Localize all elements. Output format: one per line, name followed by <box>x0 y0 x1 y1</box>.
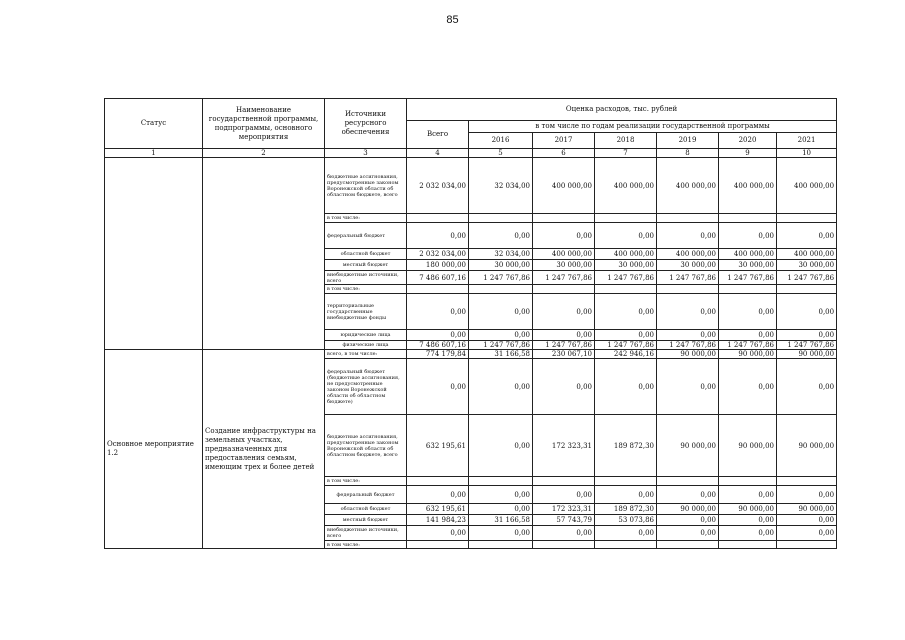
header-year: 2020 <box>719 133 777 149</box>
source-cell: всего, в том числе: <box>325 350 407 359</box>
page-number: 85 <box>446 14 459 26</box>
amount-cell: 32 034,00 <box>469 158 533 214</box>
amount-cell: 53 073,86 <box>595 515 657 526</box>
amount-cell: 2 032 034,00 <box>407 158 469 214</box>
amount-cell: 0,00 <box>777 330 837 341</box>
col-number: 5 <box>469 149 533 158</box>
header-year: 2017 <box>533 133 595 149</box>
amount-cell: 1 247 767,86 <box>777 341 837 350</box>
amount-cell: 30 000,00 <box>777 260 837 271</box>
amount-cell: 230 067,10 <box>533 350 595 359</box>
budget-table <box>104 98 837 549</box>
amount-cell: 0,00 <box>777 486 837 504</box>
amount-cell: 0,00 <box>469 223 533 249</box>
amount-cell: 0,00 <box>407 330 469 341</box>
amount-cell: 7 486 607,16 <box>407 271 469 285</box>
amount-cell: 0,00 <box>777 359 837 415</box>
amount-cell: 1 247 767,86 <box>777 271 837 285</box>
amount-cell <box>469 285 533 294</box>
amount-cell: 0,00 <box>407 223 469 249</box>
amount-cell: 30 000,00 <box>595 260 657 271</box>
col-number: 9 <box>719 149 777 158</box>
amount-cell: 1 247 767,86 <box>533 341 595 350</box>
amount-cell: 90 000,00 <box>657 415 719 477</box>
amount-cell <box>595 541 657 549</box>
source-cell: областной бюджет <box>325 249 407 260</box>
source-cell: территориальные государственные внебюджетные фонды <box>325 294 407 330</box>
amount-cell: 0,00 <box>533 330 595 341</box>
amount-cell: 1 247 767,86 <box>469 271 533 285</box>
amount-cell: 0,00 <box>595 330 657 341</box>
amount-cell: 0,00 <box>595 486 657 504</box>
amount-cell <box>469 214 533 223</box>
amount-cell: 141 984,23 <box>407 515 469 526</box>
amount-cell: 2 032 034,00 <box>407 249 469 260</box>
measure-name: Создание инфраструктуры на земельных участках, предназначенных для предоставления семьям, имеющим трех и более детей <box>203 350 325 549</box>
amount-cell: 30 000,00 <box>719 260 777 271</box>
col-number: 8 <box>657 149 719 158</box>
amount-cell: 0,00 <box>407 294 469 330</box>
amount-cell: 0,00 <box>595 359 657 415</box>
status-cell <box>105 158 203 350</box>
source-cell: физические лица <box>325 341 407 350</box>
amount-cell: 0,00 <box>407 359 469 415</box>
amount-cell: 90 000,00 <box>777 415 837 477</box>
amount-cell: 632 195,61 <box>407 415 469 477</box>
header-total: Всего <box>407 121 469 149</box>
header-year: 2021 <box>777 133 837 149</box>
amount-cell: 0,00 <box>595 526 657 541</box>
header-year: 2019 <box>657 133 719 149</box>
amount-cell: 189 872,30 <box>595 504 657 515</box>
amount-cell <box>719 285 777 294</box>
source-cell: областной бюджет <box>325 504 407 515</box>
header-name: Наименование государственной программы, подпрограммы, основного мероприятия <box>203 99 325 149</box>
source-cell: юридические лица <box>325 330 407 341</box>
col-number: 3 <box>325 149 407 158</box>
amount-cell: 0,00 <box>469 330 533 341</box>
amount-cell: 172 323,31 <box>533 415 595 477</box>
amount-cell: 0,00 <box>469 504 533 515</box>
source-cell: внебюджетные источники, всего <box>325 526 407 541</box>
amount-cell <box>407 541 469 549</box>
amount-cell: 0,00 <box>533 294 595 330</box>
amount-cell <box>777 214 837 223</box>
amount-cell: 1 247 767,86 <box>657 341 719 350</box>
col-number: 4 <box>407 149 469 158</box>
amount-cell: 0,00 <box>469 486 533 504</box>
source-cell: местный бюджет <box>325 260 407 271</box>
col-number: 1 <box>105 149 203 158</box>
amount-cell <box>719 214 777 223</box>
amount-cell: 0,00 <box>657 330 719 341</box>
header-estimate: Оценка расходов, тыс. рублей <box>407 99 837 121</box>
header-sources: Источники ресурсного обеспечения <box>325 99 407 149</box>
amount-cell <box>595 477 657 486</box>
amount-cell: 0,00 <box>719 515 777 526</box>
amount-cell: 0,00 <box>719 330 777 341</box>
amount-cell <box>407 285 469 294</box>
amount-cell: 7 486 607,16 <box>407 341 469 350</box>
source-cell: федеральный бюджет <box>325 223 407 249</box>
amount-cell <box>657 541 719 549</box>
amount-cell <box>533 285 595 294</box>
amount-cell: 0,00 <box>407 486 469 504</box>
amount-cell: 0,00 <box>657 486 719 504</box>
amount-cell: 0,00 <box>469 294 533 330</box>
amount-cell: 30 000,00 <box>469 260 533 271</box>
amount-cell: 90 000,00 <box>719 504 777 515</box>
amount-cell: 172 323,31 <box>533 504 595 515</box>
amount-cell: 0,00 <box>595 294 657 330</box>
amount-cell: 32 034,00 <box>469 249 533 260</box>
amount-cell: 1 247 767,86 <box>533 271 595 285</box>
amount-cell: 400 000,00 <box>657 249 719 260</box>
amount-cell: 0,00 <box>719 294 777 330</box>
source-cell: в том числе: <box>325 214 407 223</box>
amount-cell: 0,00 <box>533 359 595 415</box>
amount-cell <box>469 477 533 486</box>
amount-cell <box>533 541 595 549</box>
amount-cell: 0,00 <box>657 294 719 330</box>
amount-cell: 774 179,84 <box>407 350 469 359</box>
amount-cell <box>469 541 533 549</box>
amount-cell: 90 000,00 <box>777 504 837 515</box>
amount-cell <box>777 541 837 549</box>
amount-cell: 400 000,00 <box>533 249 595 260</box>
header-status: Статус <box>105 99 203 149</box>
source-cell: бюджетные ассигнования, предусмотренные законом Воронежской области об областном бюджете, всего <box>325 415 407 477</box>
amount-cell <box>657 214 719 223</box>
header-year: 2018 <box>595 133 657 149</box>
source-cell: в том числе: <box>325 477 407 486</box>
amount-cell: 400 000,00 <box>595 158 657 214</box>
amount-cell: 90 000,00 <box>657 504 719 515</box>
amount-cell <box>657 285 719 294</box>
amount-cell <box>777 285 837 294</box>
table-row <box>105 350 837 359</box>
amount-cell: 0,00 <box>657 223 719 249</box>
amount-cell: 0,00 <box>533 223 595 249</box>
amount-cell: 0,00 <box>777 294 837 330</box>
amount-cell: 400 000,00 <box>777 249 837 260</box>
amount-cell: 1 247 767,86 <box>595 271 657 285</box>
amount-cell: 0,00 <box>777 526 837 541</box>
amount-cell: 0,00 <box>533 526 595 541</box>
amount-cell: 0,00 <box>469 359 533 415</box>
amount-cell: 1 247 767,86 <box>469 341 533 350</box>
col-number: 10 <box>777 149 837 158</box>
amount-cell <box>407 477 469 486</box>
amount-cell: 30 000,00 <box>657 260 719 271</box>
amount-cell: 0,00 <box>407 526 469 541</box>
amount-cell: 0,00 <box>595 223 657 249</box>
amount-cell: 400 000,00 <box>777 158 837 214</box>
amount-cell: 1 247 767,86 <box>595 341 657 350</box>
name-cell <box>203 158 325 350</box>
amount-cell: 0,00 <box>657 526 719 541</box>
amount-cell: 0,00 <box>469 526 533 541</box>
amount-cell: 90 000,00 <box>657 350 719 359</box>
amount-cell: 400 000,00 <box>657 158 719 214</box>
amount-cell: 90 000,00 <box>777 350 837 359</box>
amount-cell: 0,00 <box>657 515 719 526</box>
amount-cell <box>777 477 837 486</box>
amount-cell <box>533 214 595 223</box>
amount-cell: 189 872,30 <box>595 415 657 477</box>
amount-cell: 0,00 <box>657 359 719 415</box>
source-cell: в том числе: <box>325 285 407 294</box>
amount-cell: 0,00 <box>469 415 533 477</box>
source-cell: федеральный бюджет (бюджетные ассигнования, не предусмотренные законом Воронежской области об областном бюджете) <box>325 359 407 415</box>
amount-cell: 1 247 767,86 <box>719 271 777 285</box>
amount-cell: 0,00 <box>533 486 595 504</box>
source-cell: бюджетные ассигнования, предусмотренные законом Воронежской области об областном бюджете, всего <box>325 158 407 214</box>
amount-cell: 0,00 <box>777 515 837 526</box>
amount-cell <box>657 477 719 486</box>
measure-status: Основное мероприятие 1.2 <box>105 350 203 549</box>
amount-cell: 400 000,00 <box>595 249 657 260</box>
amount-cell: 30 000,00 <box>533 260 595 271</box>
source-cell: внебюджетные источники, всего <box>325 271 407 285</box>
amount-cell: 1 247 767,86 <box>657 271 719 285</box>
amount-cell: 57 743,79 <box>533 515 595 526</box>
col-number: 2 <box>203 149 325 158</box>
amount-cell <box>533 477 595 486</box>
header-year: 2016 <box>469 133 533 149</box>
amount-cell <box>719 541 777 549</box>
amount-cell <box>407 214 469 223</box>
amount-cell: 180 000,00 <box>407 260 469 271</box>
header-by-years: в том числе по годам реализации государственной программы <box>469 121 837 133</box>
amount-cell: 0,00 <box>777 223 837 249</box>
amount-cell: 31 166,58 <box>469 515 533 526</box>
source-cell: местный бюджет <box>325 515 407 526</box>
source-cell: федеральный бюджет <box>325 486 407 504</box>
col-number: 7 <box>595 149 657 158</box>
amount-cell: 1 247 767,86 <box>719 341 777 350</box>
amount-cell <box>719 477 777 486</box>
table-row <box>105 158 837 214</box>
source-cell: в том числе: <box>325 541 407 549</box>
amount-cell: 400 000,00 <box>719 249 777 260</box>
amount-cell: 0,00 <box>719 359 777 415</box>
amount-cell: 0,00 <box>719 526 777 541</box>
amount-cell: 0,00 <box>719 486 777 504</box>
amount-cell <box>595 214 657 223</box>
amount-cell: 242 946,16 <box>595 350 657 359</box>
col-number: 6 <box>533 149 595 158</box>
amount-cell: 400 000,00 <box>533 158 595 214</box>
amount-cell: 632 195,61 <box>407 504 469 515</box>
amount-cell: 0,00 <box>719 223 777 249</box>
amount-cell <box>595 285 657 294</box>
amount-cell: 31 166,58 <box>469 350 533 359</box>
amount-cell: 90 000,00 <box>719 415 777 477</box>
amount-cell: 90 000,00 <box>719 350 777 359</box>
amount-cell: 400 000,00 <box>719 158 777 214</box>
